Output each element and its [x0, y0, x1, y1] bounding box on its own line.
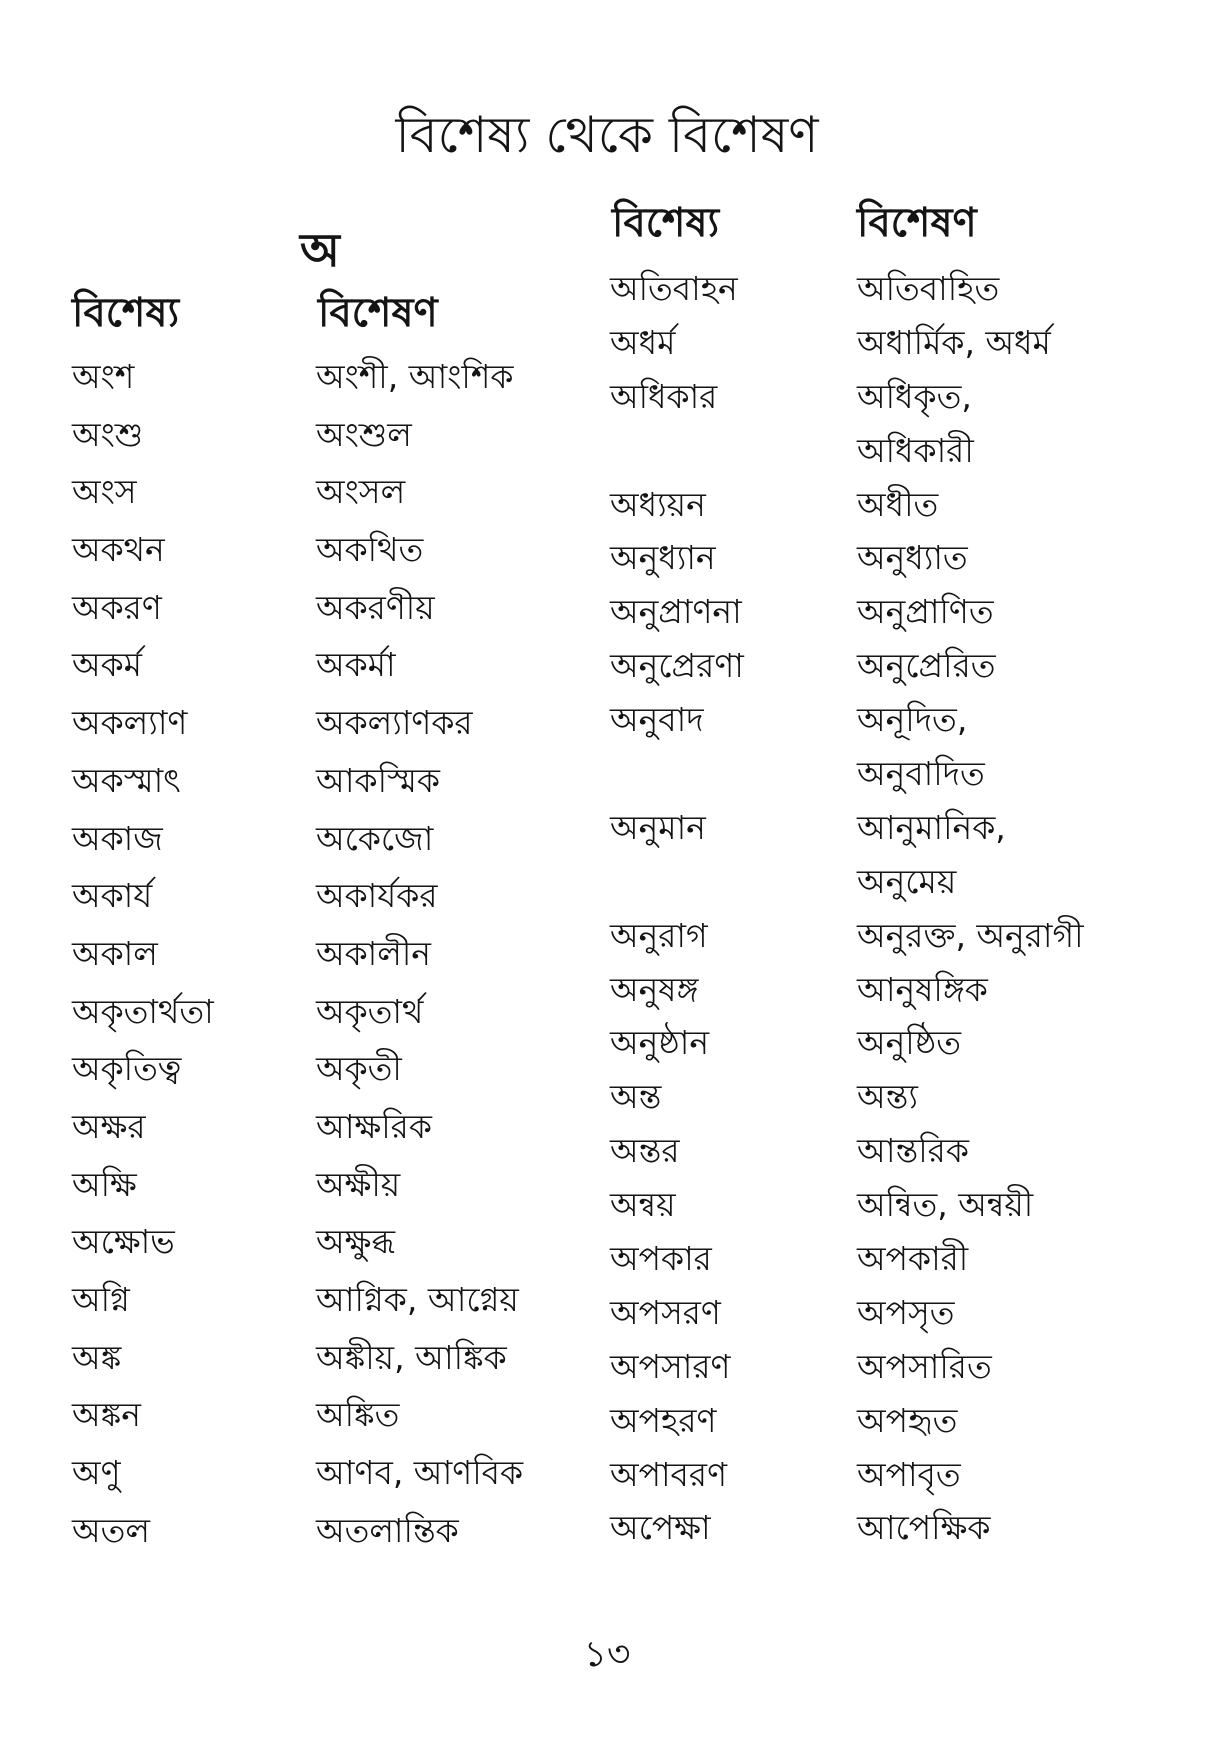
right-noun-cell-5: অধ্যয়ন	[610, 484, 706, 524]
section-letter: অ	[300, 223, 340, 277]
left-noun-cell-21: অতল	[72, 1510, 150, 1550]
right-adjective-cell-6: অনুধ্যাত	[857, 538, 968, 578]
left-noun-cell-5: অকরণ	[72, 587, 162, 627]
right-adjective-cell-4: অধিকারী	[857, 430, 974, 470]
right-adjective-cell-16: অন্ত্য	[857, 1077, 918, 1117]
left-adjective-cell-11: অকালীন	[316, 933, 431, 973]
right-adjective-cell-22: অপহৃত	[857, 1400, 958, 1440]
right-adjective-cell-24: আপেক্ষিক	[857, 1508, 991, 1548]
left-noun-cell-14: অক্ষর	[72, 1106, 146, 1146]
right-noun-cell-22: অপহরণ	[610, 1400, 717, 1440]
left-noun-cell-19: অঙ্কন	[72, 1395, 141, 1435]
right-noun-cell-3: অধিকার	[610, 376, 718, 416]
left-adjective-header: বিশেষণ	[318, 290, 438, 336]
right-noun-cell-15: অনুষ্ঠান	[610, 1023, 710, 1063]
right-noun-column	[610, 262, 744, 1555]
left-adjective-cell-12: অকৃতার্থ	[316, 991, 424, 1031]
left-noun-cell-7: অকল্যাণ	[72, 703, 188, 743]
left-adjective-cell-20: আণব, আণবিক	[316, 1453, 524, 1493]
left-noun-cell-11: অকাল	[72, 933, 158, 973]
left-adjective-cell-9: অকেজো	[316, 818, 434, 858]
right-noun-cell-13: অনুরাগ	[610, 915, 708, 955]
right-noun-header: বিশেষ্য	[612, 200, 720, 246]
right-noun-cell-18: অন্বয়	[610, 1185, 676, 1225]
right-noun-cell-17: অন্তর	[610, 1131, 680, 1171]
left-noun-cell-8: অকস্মাৎ	[72, 760, 181, 800]
page-title: বিশেষ্য থেকে বিশেষণ	[395, 106, 819, 164]
right-adjective-cell-19: অপকারী	[857, 1239, 969, 1279]
left-adjective-column	[316, 348, 523, 1559]
right-adjective-cell-23: অপাবৃত	[857, 1454, 961, 1494]
right-adjective-cell-12: অনুমেয়	[857, 861, 957, 901]
left-noun-cell-18: অঙ্ক	[72, 1337, 122, 1377]
right-adjective-cell-17: আন্তরিক	[857, 1131, 969, 1171]
left-adjective-cell-8: আকস্মিক	[316, 760, 441, 800]
left-noun-cell-9: অকাজ	[72, 818, 163, 858]
left-adjective-cell-14: আক্ষরিক	[316, 1106, 432, 1146]
left-noun-cell-6: অকর্ম	[72, 645, 142, 685]
right-noun-cell-20: অপসরণ	[610, 1292, 721, 1332]
left-adjective-cell-3: অংসল	[316, 472, 406, 512]
left-noun-header: বিশেষ্য	[72, 290, 180, 336]
left-noun-cell-10: অকার্য	[72, 876, 153, 916]
right-noun-cell-1: অতিবাহন	[610, 269, 738, 308]
right-adjective-cell-13: অনুরক্ত, অনুরাগী	[857, 915, 1084, 955]
left-adjective-cell-1: অংশী, আংশিক	[316, 357, 514, 396]
right-adjective-cell-20: অপসৃত	[857, 1292, 955, 1332]
right-adjective-cell-8: অনুপ্রেরিত	[857, 646, 996, 686]
right-adjective-cell-10: অনুবাদিত	[857, 754, 985, 794]
right-adjective-cell-2: অধার্মিক, অধর্ম	[857, 322, 1051, 362]
right-adjective-header: বিশেষণ	[857, 200, 977, 246]
left-adjective-cell-18: অঙ্কীয়, আঙ্কিক	[316, 1337, 507, 1377]
right-noun-cell-6: অনুধ্যান	[610, 538, 716, 578]
right-adjective-cell-21: অপসারিত	[857, 1346, 992, 1386]
left-adjective-cell-17: আগ্নিক, আগ্নেয়	[316, 1280, 519, 1319]
left-noun-cell-15: অক্ষি	[72, 1164, 137, 1204]
left-noun-cell-3: অংস	[72, 472, 137, 512]
left-adjective-cell-5: অকরণীয়	[316, 587, 435, 627]
left-adjective-cell-15: অক্ষীয়	[316, 1164, 401, 1204]
right-adjective-cell-1: অতিবাহিত	[857, 269, 1000, 308]
left-adjective-cell-10: অকার্যকর	[316, 876, 438, 916]
right-noun-cell-21: অপসারণ	[610, 1346, 731, 1386]
right-adjective-cell-5: অধীত	[857, 484, 939, 524]
left-noun-cell-20: অণু	[72, 1453, 121, 1493]
right-noun-cell-14: অনুষঙ্গ	[610, 969, 699, 1009]
left-noun-column	[72, 348, 214, 1559]
right-adjective-cell-11: আনুমানিক,	[857, 807, 1006, 847]
right-noun-cell-7: অনুপ্রাণনা	[610, 592, 742, 632]
right-noun-cell-8: অনুপ্রেরণা	[610, 646, 744, 686]
right-noun-cell-9: অনুবাদ	[610, 700, 704, 740]
right-noun-cell-24: অপেক্ষা	[610, 1508, 711, 1548]
right-noun-cell-10	[610, 747, 744, 801]
right-adjective-cell-9: অনূদিত,	[857, 700, 968, 740]
left-noun-cell-2: অংশু	[72, 414, 144, 454]
right-adjective-cell-3: অধিকৃত,	[857, 376, 972, 416]
right-adjective-column	[857, 262, 1084, 1555]
right-adjective-cell-7: অনুপ্রাণিত	[857, 592, 994, 632]
left-adjective-cell-2: অংশুল	[316, 414, 412, 454]
left-noun-cell-12: অকৃতার্থতা	[72, 991, 214, 1031]
right-noun-cell-19: অপকার	[610, 1239, 712, 1279]
left-noun-cell-17: অগ্নি	[72, 1280, 130, 1319]
left-noun-cell-1: অংশ	[72, 357, 135, 396]
right-adjective-cell-14: আনুষঙ্গিক	[857, 969, 988, 1009]
right-noun-cell-11: অনুমান	[610, 807, 706, 847]
right-adjective-cell-15: অনুষ্ঠিত	[857, 1023, 961, 1063]
right-noun-cell-23: অপাবরণ	[610, 1454, 728, 1494]
left-adjective-cell-16: অক্ষুব্ধ	[316, 1222, 396, 1262]
right-noun-cell-16: অন্ত	[610, 1077, 662, 1117]
left-adjective-cell-4: অকথিত	[316, 530, 424, 570]
right-noun-cell-4	[610, 424, 744, 478]
left-noun-cell-13: অকৃতিত্ব	[72, 1049, 182, 1089]
right-adjective-cell-18: অন্বিত, অন্বয়ী	[857, 1185, 1034, 1225]
right-noun-cell-2: অধর্ম	[610, 322, 676, 362]
left-adjective-cell-19: অঙ্কিত	[316, 1395, 400, 1435]
left-noun-cell-4: অকথন	[72, 530, 165, 570]
left-noun-cell-16: অক্ষোভ	[72, 1222, 175, 1262]
page-number: ১৩	[583, 1634, 631, 1675]
left-adjective-cell-13: অকৃতী	[316, 1049, 402, 1089]
left-adjective-cell-21: অতলান্তিক	[316, 1510, 459, 1550]
left-adjective-cell-7: অকল্যাণকর	[316, 703, 473, 743]
left-adjective-cell-6: অকর্মা	[316, 645, 396, 685]
right-noun-cell-12	[610, 855, 744, 909]
